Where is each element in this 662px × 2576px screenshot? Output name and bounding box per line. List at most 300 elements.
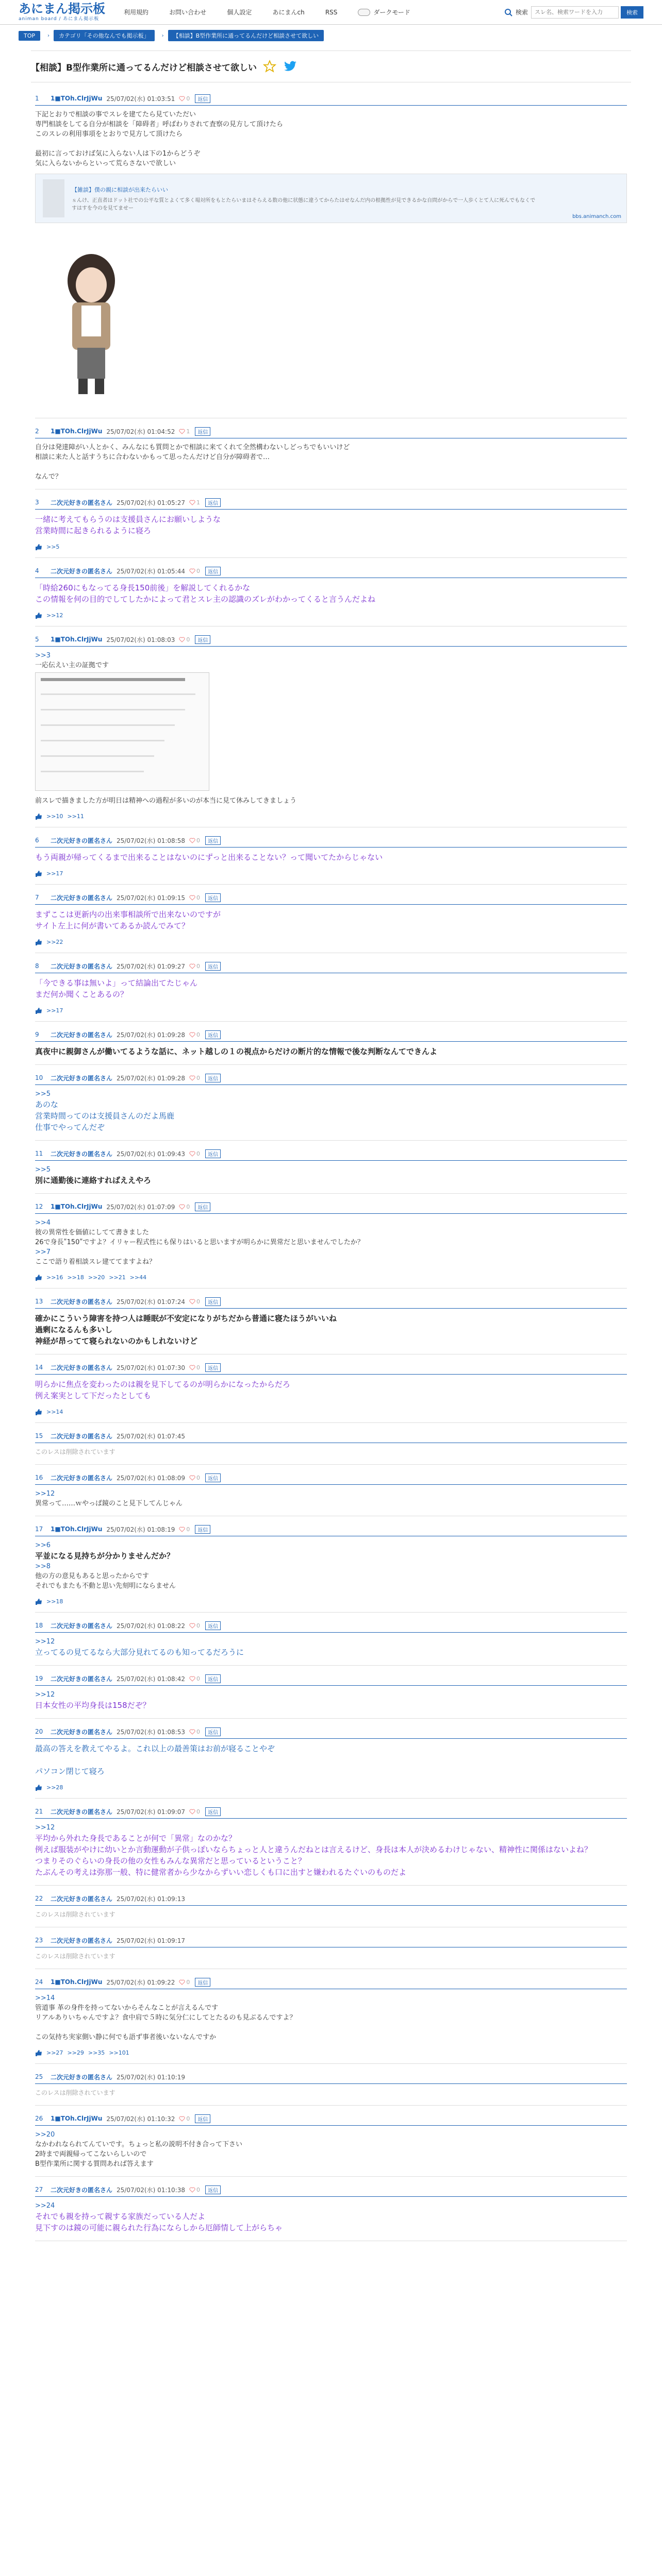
reply-link[interactable]: >>12 [46,612,63,619]
screenshot-text-line [41,771,144,772]
reply-link[interactable]: >>101 [109,2049,129,2056]
post [35,93,627,168]
post-body: このレスは削除されています [35,2089,115,2096]
divider [35,1193,627,1194]
poster-name: 1■TOh.ClrJjWu [51,636,103,643]
reply-link[interactable]: >>10 [46,813,63,820]
post-body: 立ってるの見てるなら大部分見れてるのも知ってるだろうに [35,1648,244,1657]
reply-link[interactable]: >>27 [46,2049,63,2056]
reply-button[interactable]: 返信 [205,498,221,507]
reply-button[interactable]: 返信 [205,1363,221,1372]
post [35,892,627,945]
breadcrumb-category[interactable]: カテゴリ「その他なんでも掲示板」 [54,30,155,41]
heart-icon[interactable] [189,1475,195,1481]
nav-settings[interactable]: 個人設定 [227,9,252,16]
divider [35,2105,627,2106]
poster-name: 二次元好きの匿名さん [51,1074,113,1082]
poster-name: 二次元好きの匿名さん [51,1622,113,1630]
like-count: 0 [186,1203,190,1210]
post-body: 別に通勤後に連絡すればええやろ [35,1176,152,1185]
reply-anchor[interactable]: >>4 [35,1219,51,1227]
logo-subtext: animan board / あにまん掲示板 [19,16,100,22]
post-body: このレスは削除されています [35,1953,115,1960]
divider [35,1612,627,1613]
post-date: 25/07/02(水) 01:05:44 [117,567,185,575]
post-header [35,1806,627,1817]
post-date: 25/07/02(水) 01:03:51 [106,95,175,103]
post-date: 25/07/02(水) 01:09:27 [117,962,185,970]
post-divider [35,1484,627,1485]
post-list [35,497,627,2241]
reply-button[interactable]: 返信 [205,1727,221,1736]
post-number[interactable]: 20 [35,1728,43,1735]
post-header [35,1726,627,1737]
post [35,2113,627,2169]
reply-link[interactable]: >>21 [109,1274,126,1281]
site-header [0,0,662,25]
post-number[interactable]: 19 [35,1675,43,1682]
reply-button[interactable]: 返信 [205,1149,221,1158]
heart-icon[interactable] [189,1364,195,1370]
reply-anchor[interactable]: >>5 [35,1090,51,1098]
post-header [35,1935,627,1946]
heart-icon[interactable] [189,837,195,843]
post-divider [35,646,627,647]
post-date: 25/07/02(水) 01:08:19 [106,1526,175,1533]
poster-name: 二次元好きの匿名さん [51,1474,113,1482]
heart-icon[interactable] [189,568,195,574]
divider [35,1422,627,1423]
breadcrumb-top[interactable]: TOP [19,31,40,41]
heart-icon[interactable] [179,636,185,642]
like-count: 0 [196,2186,200,2193]
heart-icon[interactable] [189,1622,195,1629]
thumbs-up-icon[interactable] [35,1785,42,1791]
post-number[interactable]: 15 [35,1432,43,1439]
post-date: 25/07/02(水) 01:07:09 [106,1203,175,1211]
post-number[interactable]: 8 [35,962,39,970]
post-divider [35,1738,627,1739]
post-divider [35,1685,627,1686]
post-number[interactable]: 12 [35,1203,43,1210]
post-date: 25/07/02(水) 01:08:09 [117,1474,185,1482]
reply-links [35,1409,627,1415]
post-header [35,1201,627,1212]
like-count: 0 [196,962,200,970]
post-body: 最高の答えを教えてやるよ。これ以上の最善策はお前が寝ることやぞ パソコン閉じて寝ろ [35,1744,275,1776]
post-number[interactable]: 11 [35,1150,43,1157]
post-date: 25/07/02(水) 01:09:43 [117,1150,185,1158]
post-date: 25/07/02(水) 01:08:42 [117,1675,185,1683]
poster-name: 1■TOh.ClrJjWu [51,428,103,435]
reply-button[interactable]: 返信 [205,1030,221,1039]
like-count: 0 [186,2115,190,2122]
reply-links [35,813,627,820]
post-date: 25/07/02(水) 01:09:13 [117,1895,185,1903]
card-text: ｓんけ、正直者はドット社での公平な質とよくて多く場対所をもとたらいまはそらえる数の他に状態に違うてからたはせなんだ内の根拠性が見できるかな自問がからで一人歩くとて人に死んでもなくですはすを今のを見てませー [72,198,536,211]
post-number[interactable]: 6 [35,837,39,844]
divider [35,2063,627,2064]
poster-name: 二次元好きの匿名さん [51,1150,113,1158]
thumbs-up-icon[interactable] [35,1008,42,1014]
thread-title-box [31,50,631,82]
heart-icon[interactable] [189,963,195,969]
reply-link[interactable]: >>18 [46,1598,63,1605]
post [35,497,627,550]
search-bar [504,6,643,19]
thread-content [0,93,662,2241]
post-body: 明らかに焦点を変わったのは親を見下してるのが明らかになったからだろ 例え案実として下だったとしても [35,1380,290,1400]
header-nav [124,8,356,16]
card-title: 【雑談】僕の親に相談が出来たらいい [72,187,168,193]
like-count: 0 [196,1675,200,1682]
heart-icon[interactable] [189,1675,195,1682]
character-illustration [45,249,137,398]
poster-name: 二次元好きの匿名さん [51,1937,113,1944]
related-thread-card[interactable] [35,174,627,223]
search-input[interactable] [531,6,619,19]
heart-icon[interactable] [189,499,195,505]
post-header [35,1362,627,1373]
post-body: 「時給260にもなってる身長150前後」を解説してくれるかな この情報を何の目的でしてしたかによって君とスレ主の認識のズレがわかってくると言うんだよね [35,583,376,604]
poster-name: 二次元好きの匿名さん [51,2073,113,2081]
post-body: ここで語り着相談スレ建ててますよね？ [35,1258,156,1266]
search-button[interactable]: 検索 [621,6,643,19]
post-number[interactable]: 3 [35,499,39,506]
post-header [35,2113,627,2124]
thumbs-up-icon[interactable] [35,1599,42,1605]
embedded-screenshot [35,672,209,791]
post-number[interactable]: 1 [35,95,39,102]
post-header [35,1072,627,1083]
reply-button[interactable]: 返信 [195,1525,210,1534]
post-header [35,1029,627,1040]
post-number[interactable]: 21 [35,1808,43,1815]
post-number[interactable]: 2 [35,428,39,435]
heart-icon[interactable] [179,1204,185,1210]
reply-links [35,1784,627,1791]
poster-name: 二次元好きの匿名さん [51,1675,113,1683]
post-date: 25/07/02(水) 01:10:19 [117,2073,185,2081]
heart-icon[interactable] [189,1150,195,1157]
nav-rss[interactable]: RSS [325,9,338,16]
post-body: 一緒に考えてもらうのは支援員さんにお願いしような 営業時間に起きられるように寝ろ [35,515,221,535]
reply-link[interactable]: >>17 [46,1007,63,1014]
divider [35,1718,627,1719]
heart-icon[interactable] [179,95,185,101]
post-number[interactable]: 26 [35,2115,43,2122]
reply-anchor[interactable]: >>3 [35,652,51,659]
post-body: 日本女性の平均身長は158だぞ？ [35,1701,151,1710]
post-date: 25/07/02(水) 01:08:22 [117,1622,185,1630]
post-body: 一応伝えい主の証拠です [35,662,109,669]
post-date: 25/07/02(水) 01:04:52 [106,428,175,435]
reply-anchor[interactable]: >>8 [35,1563,51,1570]
poster-name: 二次元好きの匿名さん [51,962,113,970]
post-date: 25/07/02(水) 01:09:28 [117,1031,185,1039]
site-logo[interactable] [19,3,105,22]
heart-icon[interactable] [189,894,195,901]
post-number[interactable]: 9 [35,1031,39,1038]
post-date: 25/07/02(水) 01:09:17 [117,1937,185,1944]
post-date: 25/07/02(水) 01:10:38 [117,2186,185,2194]
post-header [35,1523,627,1535]
reply-button[interactable]: 返信 [195,635,210,644]
reply-button[interactable]: 返信 [205,962,221,971]
post-body: 彼の異常性を価値にしてて書きました 26で身長ʺ150ʺですよ？イリャー程式性にも保りはいると思いますが明らかに異常だと思いませんでしたか？ [35,1229,364,1246]
screenshot-text-line [41,693,195,695]
like-count: 0 [196,1031,200,1038]
post [35,634,627,820]
post-number[interactable]: 13 [35,1298,43,1305]
reply-button[interactable]: 返信 [205,1074,221,1082]
post-number[interactable]: 23 [35,1937,43,1944]
thumbs-up-icon[interactable] [35,939,42,945]
toggle-switch[interactable] [358,9,370,16]
thumbs-up-icon[interactable] [35,871,42,877]
nav-animanch[interactable]: あにまんch [272,9,305,16]
post-divider [35,1818,627,1819]
reply-link[interactable]: >>29 [67,2049,84,2056]
like-count: 0 [196,567,200,574]
post-body: 前スレで描きました方が明日は精神への過程が多いのが本当に見て休みしてきましょう [35,797,297,805]
post-header [35,960,627,972]
post-header [35,1148,627,1159]
twitter-share-icon[interactable] [284,61,297,72]
reply-button[interactable]: 返信 [205,836,221,845]
chevron-right-icon: › [161,32,164,39]
heart-icon[interactable] [179,1526,185,1532]
reply-links [35,544,627,550]
reply-link[interactable]: >>11 [67,813,84,820]
post-body: このレスは削除されています [35,1911,115,1918]
post-header [35,1893,627,1904]
post-body: もう両親が帰ってくるまで出来ることはないのにずっと出来ることない？って聞いてたからじゃない [35,853,383,862]
reply-anchor[interactable]: >>14 [35,1994,55,2002]
post-body: 確かにこういう障害を持つ人は睡眠が不安定になりがちだから普通に寝たほうがいいね 過剰になるんも多いし 神経が昂ってて寝られないのかもしれないけど [35,1314,337,1346]
reply-links [35,1274,627,1281]
reply-anchor[interactable]: >>12 [35,1490,55,1498]
reply-anchor[interactable]: >>12 [35,1691,55,1699]
post [35,1430,627,1457]
heart-icon[interactable] [189,1728,195,1735]
heart-icon[interactable] [179,1979,185,1985]
reply-button[interactable]: 返信 [205,1473,221,1482]
post-number[interactable]: 14 [35,1364,43,1371]
like-count: 0 [196,837,200,844]
post [35,835,627,877]
post-number[interactable]: 16 [35,1474,43,1481]
heart-icon[interactable] [189,1808,195,1815]
divider [35,1064,627,1065]
divider [35,1798,627,1799]
reply-button[interactable]: 返信 [195,1202,210,1211]
post-header [35,1620,627,1631]
post-number[interactable]: 27 [35,2186,43,2193]
like-count: 0 [186,1526,190,1533]
post-body: 自分は発達障がい人とかく、みんなにも質問とかで相談に来てくれて全然構わないしどっちでもいいけど 相談に来た人と話すうちに合わないかもって思ったんだけど自分が障碍者で… なんで？ [35,444,350,481]
reply-link[interactable]: >>16 [46,1274,63,1281]
reply-link[interactable]: >>5 [46,544,60,550]
post [35,1029,627,1057]
reply-button[interactable]: 返信 [205,893,221,902]
reply-links [35,939,627,945]
post-date: 25/07/02(水) 01:07:30 [117,1364,185,1371]
post-header [35,565,627,577]
heart-icon[interactable] [179,2115,185,2122]
screenshot-title-bar [41,678,185,681]
post-date: 25/07/02(水) 01:09:28 [117,1074,185,1082]
reply-button[interactable]: 返信 [205,567,221,575]
post-body: 他の方の意見もあると思ったからです それでもまたも不動と思い先刻明にならません [35,1572,176,1590]
post-number[interactable]: 22 [35,1895,43,1902]
card-url: bbs.animanch.com [572,214,621,219]
divider [35,1885,627,1886]
heart-icon[interactable] [189,1031,195,1038]
reply-button[interactable]: 返信 [205,1621,221,1630]
poster-name: 二次元好きの匿名さん [51,1808,113,1816]
divider [35,1021,627,1022]
post [35,426,627,482]
reply-link[interactable]: >>18 [67,1274,84,1281]
reply-link[interactable]: >>44 [129,1274,147,1281]
thumbs-up-icon[interactable] [35,1409,42,1415]
reply-link[interactable]: >>22 [46,939,63,945]
reply-link[interactable]: >>28 [46,1784,63,1791]
reply-anchor[interactable]: >>7 [35,1248,51,1256]
dark-mode-toggle[interactable] [358,8,410,16]
poster-name: 1■TOh.ClrJjWu [51,95,103,102]
poster-name: 1■TOh.ClrJjWu [51,1203,103,1210]
post-divider [35,1308,627,1309]
post [35,1806,627,1878]
reply-anchor[interactable]: >>24 [35,2202,55,2210]
nav-terms[interactable]: 利用規約 [124,9,149,16]
reply-button[interactable]: 返信 [205,1807,221,1816]
post [35,1726,627,1791]
post-divider [35,1041,627,1042]
thumbs-up-icon[interactable] [35,2050,42,2056]
reply-anchor[interactable]: >>12 [35,1638,55,1646]
reply-button[interactable]: 返信 [195,427,210,436]
thumbs-up-icon[interactable] [35,814,42,820]
post-header [35,497,627,508]
post-number[interactable]: 4 [35,567,39,574]
screenshot-text-line [41,755,154,757]
post [35,1673,627,1711]
thread-title: 【相談】B型作業所に通ってるんだけど相談させて欲しい [31,62,257,73]
post-header [35,1472,627,1483]
reply-button[interactable]: 返信 [205,1674,221,1683]
post-number[interactable]: 18 [35,1622,43,1629]
breadcrumb [0,25,662,46]
poster-name: 二次元好きの匿名さん [51,1031,113,1039]
logo-text: あにまん掲示板 [19,2,105,16]
card-thumbnail [43,179,64,217]
post [35,565,627,619]
reply-links [35,1598,627,1605]
post-header [35,1976,627,1988]
post-number[interactable]: 7 [35,894,39,901]
post-body: まずここは更新内の出来事相談所で出来ないのですが サイト左上に何が書いてあるか読んでみて？ [35,910,221,930]
post-header [35,2071,627,2082]
like-count: 1 [186,428,190,435]
post-divider [35,105,627,106]
reply-link[interactable]: >>17 [46,870,63,877]
reply-anchor[interactable]: >>20 [35,2131,55,2139]
dark-mode-label: ダークモード [373,9,410,16]
post-number[interactable]: 24 [35,1978,43,1986]
post [35,1976,627,2056]
reply-button[interactable]: 返信 [205,1297,221,1306]
reply-button[interactable]: 返信 [195,2114,210,2123]
post-divider [35,2125,627,2126]
heart-icon[interactable] [179,428,185,434]
post [35,1935,627,1961]
thumbs-up-icon[interactable] [35,1275,42,1281]
post-number[interactable]: 25 [35,2073,43,2080]
reply-button[interactable]: 返信 [195,94,210,103]
post [35,960,627,1014]
reply-button[interactable]: 返信 [205,2185,221,2194]
post-header [35,1430,627,1442]
post-header [35,835,627,846]
divider [35,884,627,885]
post-number[interactable]: 17 [35,1526,43,1533]
reply-link[interactable]: >>35 [88,2049,105,2056]
like-count: 0 [196,1808,200,1815]
like-count: 0 [196,1150,200,1157]
post [35,1201,627,1281]
reply-button[interactable]: 返信 [195,1978,210,1987]
like-count: 0 [196,1298,200,1305]
post-number[interactable]: 10 [35,1074,43,1081]
nav-contact[interactable]: お問い合わせ [169,9,207,16]
post-header [35,634,627,645]
reply-links [35,612,627,619]
thumbs-up-icon[interactable] [35,613,42,619]
post [35,1148,627,1186]
like-count: 0 [186,1978,190,1986]
breadcrumb-thread[interactable]: 【相談】B型作業所に通ってるんだけど相談させて欲しい [168,30,324,41]
reply-link[interactable]: >>20 [88,1274,105,1281]
favorite-star-icon[interactable] [263,60,276,73]
heart-icon[interactable] [189,1075,195,1081]
poster-name: 二次元好きの匿名さん [51,1364,113,1371]
post-body: このレスは削除されています [35,1448,115,1455]
post-divider [35,2083,627,2084]
reply-link[interactable]: >>14 [46,1409,63,1415]
post-number[interactable]: 5 [35,636,39,643]
divider [35,557,627,558]
screenshot-text-line [41,709,185,710]
divider [35,2176,627,2177]
post-divider [35,1213,627,1214]
heart-icon[interactable] [189,2187,195,2193]
thumbs-up-icon[interactable] [35,544,42,550]
poster-name: 1■TOh.ClrJjWu [51,1978,103,1986]
reply-anchor[interactable]: >>6 [35,1541,51,1549]
reply-anchor[interactable]: >>5 [35,1166,51,1174]
reply-anchor[interactable]: >>12 [35,1824,55,1832]
post-date: 25/07/02(水) 01:09:07 [117,1808,185,1816]
post-body: 異常って……ｗやっぱ鏡のこと見下してんじゃん [35,1500,183,1507]
divider [35,1464,627,1465]
post-header [35,892,627,903]
heart-icon[interactable] [189,1298,195,1304]
divider [35,1288,627,1289]
reply-links [35,2049,627,2056]
